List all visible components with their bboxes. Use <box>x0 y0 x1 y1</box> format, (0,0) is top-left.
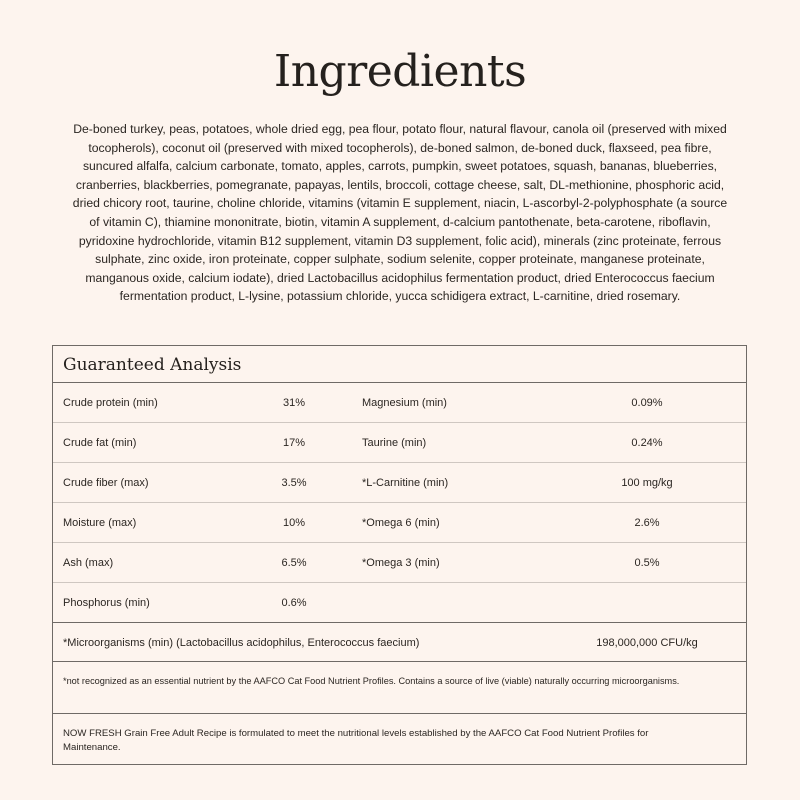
nutrient-label: Phosphorus (min) <box>63 597 150 609</box>
nutrient-value: 0.09% <box>631 397 663 409</box>
table-row <box>53 383 746 423</box>
table-row <box>53 503 746 543</box>
nutrient-value: 0.6% <box>281 597 307 609</box>
nutrient-value: 10% <box>282 517 306 529</box>
nutrient-label: Crude fiber (max) <box>63 477 149 489</box>
page-title: Ingredients <box>273 46 527 97</box>
nutrient-value: 3.5% <box>281 477 307 489</box>
microorganisms-label: *Microorganisms (min) (Lactobacillus acidophilus, Enterococcus faecium) <box>63 637 420 649</box>
nutrient-value: 0.24% <box>631 437 663 449</box>
nutrient-label: Crude protein (min) <box>63 397 158 409</box>
nutrient-label: *Omega 3 (min) <box>362 557 440 569</box>
nutrient-label: Magnesium (min) <box>362 397 447 409</box>
guaranteed-analysis-table <box>52 345 747 765</box>
nutrient-label: Ash (max) <box>63 557 114 569</box>
nutrient-label: Crude fat (min) <box>63 437 137 449</box>
nutrient-label: Moisture (max) <box>63 517 137 529</box>
table-row <box>53 463 746 503</box>
nutrient-value: 2.6% <box>634 517 660 529</box>
table-row <box>53 583 746 623</box>
footnote: *not recognized as an essential nutrient by the AAFCO Cat Food Nutrient Profiles. Contains a source of live (viable) naturally occurring microorganisms. <box>53 662 746 714</box>
microorganisms-value: 198,000,000 CFU/kg <box>596 637 698 649</box>
nutrient-value: 6.5% <box>281 557 307 569</box>
nutrient-label: Taurine (min) <box>362 437 427 449</box>
nutrient-value: 17% <box>282 437 306 449</box>
nutrient-value: 31% <box>282 397 306 409</box>
nutrient-label: *Omega 6 (min) <box>362 517 440 529</box>
nutrient-value: 0.5% <box>634 557 660 569</box>
guaranteed-analysis-title: Guaranteed Analysis <box>53 346 746 383</box>
aafco-statement: NOW FRESH Grain Free Adult Recipe is formulated to meet the nutritional levels established by the AAFCO Cat Food Nutrient Profiles for Maintenance. <box>63 728 649 753</box>
nutrient-label: *L-Carnitine (min) <box>362 477 449 489</box>
ingredients-list: De-boned turkey, peas, potatoes, whole dried egg, pea flour, potato flour, natural flavour, canola oil (preserved with mixed tocopherols), coconut oil (preserved with mixed tocopherols), de-boned salmon, de-boned duck, flaxseed, pea fibre, suncured alfalfa, calcium carbonate, tomato, apples, carrots, pumpkin, sweet potatoes, squash, bananas, blueberries, cranberries, blackberries, pomegranate, papayas, lentils, broccoli, cottage cheese, salt, DL-methionine, phosphoric acid, dried chicory root, taurine, choline chloride, vitamins (vitamin E supplement, niacin, L-ascorbyl-2-polyphosphate (a source of vitamin C), thiamine mononitrate, biotin, vitamin A supplement, d-calcium pantothenate, beta-carotene, riboflavin, pyridoxine hydrochloride, vitamin B12 supplement, vitamin D3 supplement, folic acid), minerals (zinc proteinate, ferrous sulphate, zinc oxide, iron proteinate, copper sulphate, sodium selenite, copper proteinate, manganese proteinate, manganous oxide, calcium iodate), dried Lactobacillus acidophilus fermentation product, dried Enterococcus faecium fermentation product, L-lysine, potassium chloride, yucca schidigera extract, L-carnitine, dried rosemary. <box>72 122 728 304</box>
nutrient-value: 100 mg/kg <box>621 477 673 489</box>
table-row <box>53 543 746 583</box>
table-row <box>53 423 746 463</box>
microorganisms-row <box>53 622 746 662</box>
